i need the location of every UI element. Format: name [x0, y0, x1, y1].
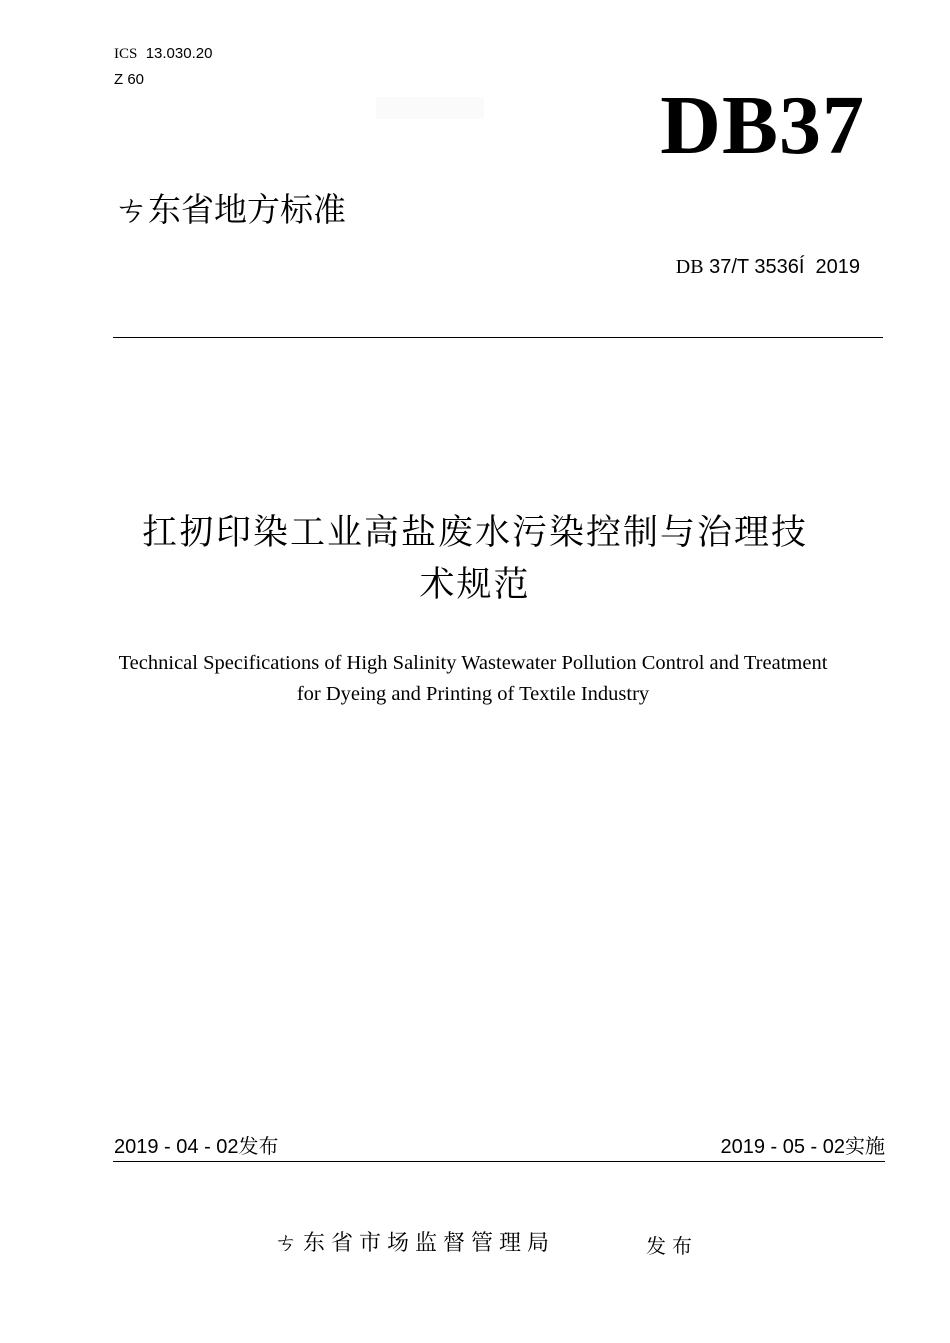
english-title-line2: for Dyeing and Printing of Textile Industry: [296, 683, 650, 705]
implement-date: [720, 1133, 885, 1160]
ics-code: 13.030.20: [145, 45, 213, 62]
standard-type-heading: ㄘ东省地方标准: [115, 190, 346, 229]
ics-label: ICS: [114, 46, 138, 62]
standard-number-value: 37/T 3536Í 2019: [703, 256, 860, 278]
issue-date-suffix: 发布: [238, 1134, 279, 1158]
issuing-authority: ㄘ东省市场监督管理局: [275, 1231, 556, 1256]
english-title-line1: Technical Specifications of High Salinity Wastewater Pollution Control and Treatment: [118, 652, 828, 674]
ics-classification: [114, 44, 212, 64]
chinese-title-line2: 术规范: [419, 565, 531, 605]
chinese-title: [60, 507, 890, 611]
faint-mark: [376, 97, 484, 119]
standard-number: [676, 254, 860, 280]
standard-number-prefix: DB: [675, 256, 704, 278]
publish-word: 发布: [646, 1234, 698, 1258]
top-divider: [113, 337, 883, 338]
chinese-title-line1: 扛扨印染工业高盐废水污染控制与治理技: [141, 513, 808, 553]
ccs-classification: Z 60: [114, 71, 145, 88]
issue-date-value: 2019 - 04 - 02: [114, 1136, 239, 1158]
implement-date-suffix: 实施: [845, 1134, 885, 1158]
bottom-divider: [113, 1161, 885, 1162]
standard-code-logo: DB37: [660, 79, 865, 172]
english-title: [40, 648, 906, 710]
implement-date-value: 2019 - 05 - 02: [720, 1136, 845, 1158]
issue-date: [114, 1133, 279, 1160]
